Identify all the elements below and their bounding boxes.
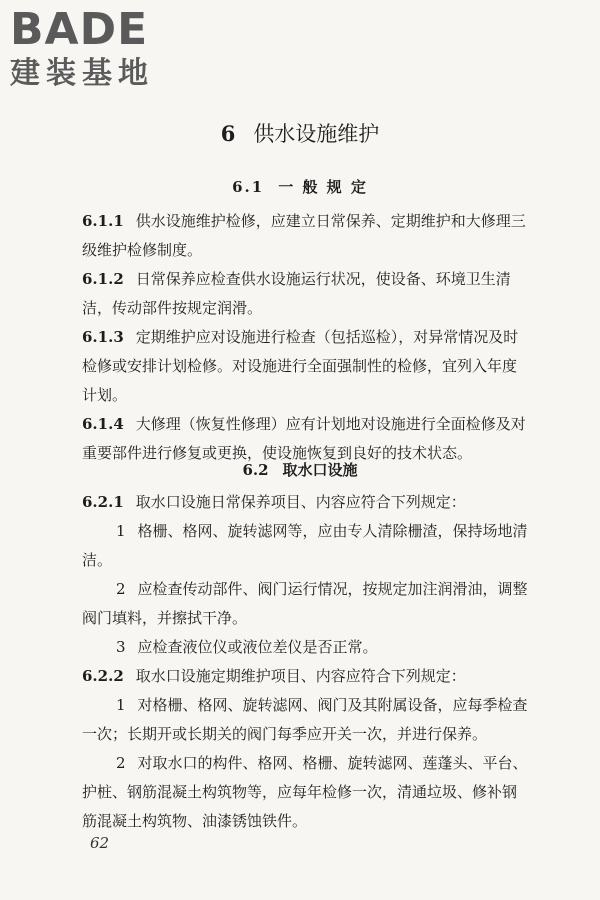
clause-6-2-2 [82,662,529,691]
chapter-title [0,118,600,148]
item-text: 应检查传动部件、阀门运行情况，按规定加注润滑油，调整阀门填料，并擦拭干净。 [82,580,528,627]
clause-number: 6.2.2 [82,667,124,685]
clause-number: 6.1.1 [82,212,124,230]
clause-text: 定期维护应对设施进行检查（包括巡检），对异常情况及时检修或安排计划检修。对设施进行全面强制性的检修，宜列入年度计划。 [82,328,519,404]
item-text: 格栅、格网、旋转滤网等，应由专人清除栅渣，保持场地清洁。 [82,522,528,569]
section-number: 6.2 [242,461,269,479]
list-item [82,749,529,836]
logo-wordmark: BADE [10,4,149,55]
list-item [82,517,529,575]
section-6-1-body [82,207,529,468]
item-text: 应检查液位仪或液位差仪是否正常。 [137,638,378,656]
section-6-2-heading [0,459,600,480]
chapter-title-text: 供水设施维护 [253,122,380,146]
list-item [82,633,529,662]
list-item [82,575,529,633]
list-item [82,691,529,749]
item-number: 1 [116,696,126,714]
clause-number: 6.1.4 [82,415,124,433]
chapter-number: 6 [220,121,236,146]
clause-text: 大修理（恢复性修理）应有计划地对设施进行全面检修及对重要部件进行修复或更换，使设施恢复到良好的技术状态。 [82,415,526,462]
section-title: 取水口设施 [282,461,358,479]
section-6-1-heading [0,176,600,197]
item-text: 对取水口的构件、格网、格栅、旋转滤网、莲蓬头、平台、护桩、钢筋混凝土构筑物等，应每年检修一次，清通垃圾、修补钢筋混凝土构筑物、油漆锈蚀铁件。 [82,754,528,830]
logo-chinese-name: 建装基地 [10,56,154,91]
clause-text: 供水设施维护检修，应建立日常保养、定期维护和大修理三级维护检修制度。 [82,212,526,259]
clause-text: 取水口设施定期维护项目、内容应符合下列规定： [135,667,466,685]
item-number: 3 [116,638,126,656]
clause-6-1-1 [82,207,529,265]
item-number: 2 [116,754,126,772]
clause-6-2-1 [82,488,529,517]
clause-number: 6.1.3 [82,328,124,346]
clause-number: 6.1.2 [82,270,124,288]
clause-6-1-2 [82,265,529,323]
item-number: 1 [116,522,126,540]
clause-number: 6.2.1 [82,493,124,511]
item-number: 2 [116,580,126,598]
clause-6-1-3 [82,323,529,410]
section-6-2-body [82,488,529,836]
clause-text: 日常保养应检查供水设施运行状况，使设备、环境卫生清洁，传动部件按规定润滑。 [82,270,511,317]
clause-text: 取水口设施日常保养项目、内容应符合下列规定： [135,493,466,511]
section-title: 一 般 规 定 [278,178,368,196]
bade-logo [10,6,180,92]
section-number: 6.1 [232,178,265,196]
page-number: 62 [90,834,110,852]
item-text: 对格栅、格网、旋转滤网、阀门及其附属设备，应每季检查一次；长期开或长期关的阀门每季应开关一次，并进行保养。 [82,696,528,743]
